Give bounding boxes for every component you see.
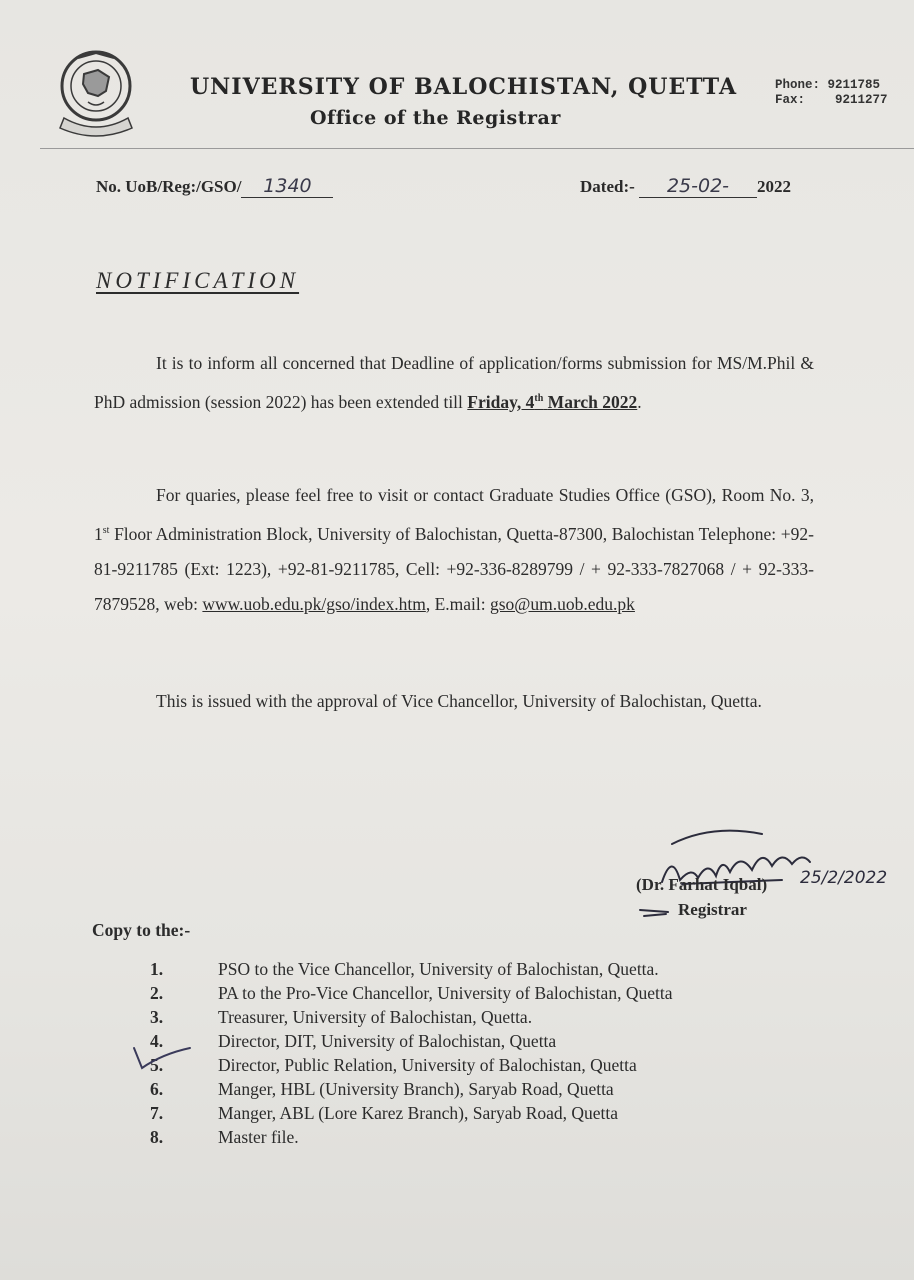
contact-sup: st <box>102 525 110 536</box>
dated-line <box>580 175 791 198</box>
list-item-text: Manger, HBL (University Branch), Saryab Road, Quetta <box>218 1079 614 1099</box>
office-name: Office of the Registrar <box>310 107 561 129</box>
list-item-number: 1. <box>150 959 164 979</box>
list-item <box>150 1125 672 1149</box>
notification-heading: NOTIFICATION <box>96 268 300 293</box>
copy-heading: Copy to the:- <box>92 920 191 940</box>
list-item-number: 2. <box>150 983 164 1003</box>
list-item-number: 5. <box>150 1055 164 1075</box>
fax-number: 9211277 <box>835 93 888 107</box>
dated-label: Dated:- <box>580 177 635 196</box>
email-label: , E.mail: <box>425 593 490 614</box>
contact-block <box>775 78 888 108</box>
list-item-number: 3. <box>150 1007 164 1027</box>
approval-text: This is issued with the approval of Vice Chancellor, University of Balochistan, Quetta. <box>156 691 762 711</box>
reference-number <box>96 175 333 198</box>
deadline-date <box>467 392 637 412</box>
phone-label: Phone: <box>775 78 821 92</box>
copy-list <box>150 957 672 1149</box>
list-item <box>150 957 672 981</box>
list-item <box>150 1029 672 1053</box>
deadline-day: Friday, 4 <box>467 391 535 412</box>
university-seal-icon <box>54 44 138 140</box>
header-divider <box>40 148 914 149</box>
phone-number: 9211785 <box>827 78 881 92</box>
list-item <box>150 1101 672 1125</box>
list-item <box>150 1077 672 1101</box>
fax-label: Fax: <box>775 93 806 107</box>
checkmark-icon <box>128 1040 194 1074</box>
dated-value: 25-02- <box>639 175 757 198</box>
handwritten-date: 25/2/2022 <box>800 868 888 888</box>
deadline-sup: th <box>534 393 544 404</box>
list-item-text: PSO to the Vice Chancellor, University of Balochistan, Quetta. <box>218 959 659 979</box>
web-link[interactable]: www.uob.edu.pk/gso/index.htm <box>202 593 426 614</box>
reference-label: No. UoB/Reg:/GSO/ <box>96 177 242 196</box>
paragraph-approval <box>94 684 814 719</box>
list-item-number: 6. <box>150 1079 164 1099</box>
list-item-number: 7. <box>150 1103 164 1123</box>
list-item-text: PA to the Pro-Vice Chancellor, University of Balochistan, Quetta <box>218 983 673 1003</box>
deadline-period: . <box>637 391 642 412</box>
list-item-number: 8. <box>150 1127 164 1147</box>
paragraph-contact <box>94 478 814 622</box>
list-item-text: Manger, ABL (Lore Karez Branch), Saryab Road, Quetta <box>218 1103 619 1123</box>
list-item <box>150 1005 672 1029</box>
email-link[interactable]: gso@um.uob.edu.pk <box>490 593 635 614</box>
university-name: UNIVERSITY OF BALOCHISTAN, QUETTA <box>190 74 738 100</box>
deadline-text: It is to inform all concerned that Deadline of application/forms submission for MS/M.Phil & PhD admission (session 2022) has been extended till <box>94 353 814 412</box>
list-item-text: Master file. <box>218 1127 299 1147</box>
list-item-text: Director, DIT, University of Balochistan, Quetta <box>218 1031 557 1051</box>
paragraph-deadline <box>94 346 814 420</box>
list-item-text: Director, Public Relation, University of Balochistan, Quetta <box>218 1055 637 1075</box>
list-item <box>150 981 672 1005</box>
contact-text-a: For quaries, please feel free to visit or contact Graduate Studies Office (GSO), Room No. 3, 1 <box>94 485 814 544</box>
list-item <box>150 1053 672 1077</box>
registrar-name: (Dr. Farhat Iqbal) <box>636 875 768 894</box>
reference-value: 1340 <box>241 175 333 198</box>
list-item-number: 4. <box>150 1031 164 1051</box>
deadline-month: March 2022 <box>547 391 638 412</box>
list-item-text: Treasurer, University of Balochistan, Quetta. <box>218 1007 533 1027</box>
registrar-title: Registrar <box>678 900 747 919</box>
dated-year: 2022 <box>757 177 792 196</box>
contact-text-b: Floor Administration Block, University of Balochistan, Quetta-87300, Balochistan Telephone: +92-81-9211785 (Ext: 1223), +92-81-9211785, Cell: +92-336-8289799 / + 92-333-7827068 / + 92-333-7879528, web: <box>94 523 814 614</box>
